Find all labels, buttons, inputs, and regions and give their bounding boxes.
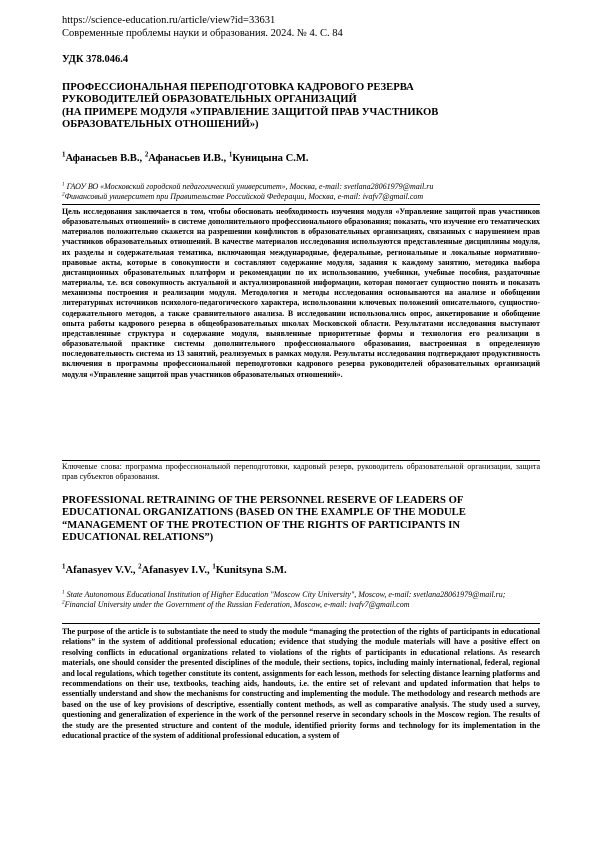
affiliation-sup: 2 (62, 599, 65, 606)
ru-title-line: (НА ПРИМЕРЕ МОДУЛЯ «УПРАВЛЕНИЕ ЗАЩИТОЙ ПРАВ УЧАСТНИКОВ (62, 106, 439, 118)
affiliation-text: Financial University under the Government of the Russian Federation, Moscow, e-mail: ivafv7@gmail.com (64, 600, 410, 609)
affiliation-sup: 1 (62, 181, 65, 188)
author-sup: 2 (144, 151, 149, 159)
en-title (62, 495, 540, 545)
affiliation-sup: 1 (62, 589, 65, 596)
ru-affiliations (62, 182, 540, 202)
author-name: Afanasyev I.V., (141, 565, 213, 576)
ru-title-line: РУКОВОДИТЕЛЕЙ ОБРАЗОВАТЕЛЬНЫХ ОРГАНИЗАЦИЙ (62, 94, 357, 106)
ru-authors (62, 153, 309, 164)
section-divider (62, 623, 540, 624)
ru-title (62, 82, 540, 132)
affiliation-sup: 2 (62, 191, 65, 198)
author-name: Куницына С.М. (232, 153, 309, 164)
author-name: Kunitsyna S.M. (215, 565, 287, 576)
author-sup: 1 (212, 563, 216, 571)
en-title-line: “MANAGEMENT OF THE PROTECTION OF THE RIGHTS OF PARTICIPANTS IN (62, 519, 461, 531)
ru-title-line: ОБРАЗОВАТЕЛЬНЫХ ОТНОШЕНИЙ») (62, 119, 259, 131)
article-url[interactable]: https://science-education.ru/article/view?id=33631 (62, 15, 276, 26)
affiliation (62, 590, 540, 600)
affiliation (62, 600, 540, 610)
journal-citation: Современные проблемы науки и образования. 2024. № 4. С. 84 (62, 28, 343, 39)
en-title-line: EDUCATIONAL ORGANIZATIONS (BASED ON THE EXAMPLE OF THE MODULE (62, 507, 466, 519)
author-sup: 2 (138, 563, 142, 571)
author-sup: 1 (62, 563, 66, 571)
section-divider (62, 204, 540, 205)
en-abstract: The purpose of the article is to substantiate the need to study the module “managing the protection of the rights of participants in educational relations” in the system of additional professional education; evidence that studying the module materials will have a positive effect on resolving conflicts in educational organizations related to violations of the rights of participants in educational relations. As research materials, one should consider the presented disciplines of the module, their sections, topics, including mainly international, federal, regional and local regulations, which together constitute its content, assignments for each lesson, methods for selecting distance learning platforms and recommendations on their use, textbooks, teaching aids, handouts, i.e. the entire set of relevant and updated information that helps to essentially understand and show the mechanisms for constructing and implementing the module. The methodology and research methods are based on the use of key provisions of descriptive, essentially content methods, as well as comparative analysis. The study used a survey, questioning and generalization of experience in the work of the personnel reserve in secondary schools in the Moscow region. The results of the study are the presented structure and content of the module, identified priority forms and technology for its implementation in the educational practice of the system of additional professional education, a system of (62, 627, 540, 741)
affiliation-text: State Autonomous Educational Institution of Higher Education "Moscow City University", Moscow, e-mail: svetlana28061979@mail.ru; (66, 590, 506, 599)
ru-keywords: Ключевые слова: программа профессиональной переподготовки, кадровый резерв, руководитель образовательной организации, защита прав субъектов образования. (62, 462, 540, 482)
en-title-line: EDUCATIONAL RELATIONS”) (62, 532, 214, 544)
affiliation (62, 192, 540, 202)
author-sup: 1 (228, 151, 233, 159)
en-authors (62, 565, 287, 576)
affiliation (62, 182, 540, 192)
affiliation-text: Финансовый университет при Правительстве Российской Федерации, Москва, e-mail: ivafv7@gmail.com (64, 192, 424, 201)
en-affiliations (62, 590, 540, 610)
udk-code: УДК 378.046.4 (62, 54, 129, 65)
author-name: Афанасьев И.В., (148, 153, 229, 164)
affiliation-text: ГАОУ ВО «Московский городской педагогический университет», Москва, e-mail: svetlana28061979@mail.ru (66, 182, 434, 191)
ru-title-line: ПРОФЕССИОНАЛЬНАЯ ПЕРЕПОДГОТОВКА КАДРОВОГО РЕЗЕРВА (62, 82, 414, 93)
author-sup: 1 (62, 151, 66, 159)
section-divider (62, 460, 540, 461)
ru-abstract: Цель исследования заключается в том, чтобы обосновать необходимость изучения модуля «Управление защитой прав участников образовательных отношений» в системе дополнительного профессионального образования; показать, что изучение его тематических материалов положительно скажется на разрешении конфликтов в образовательных организациях, связанных с нарушением прав участников образовательных отношений. В качестве материалов исследования используются представленные дисциплины модуля, их разделы и содержательная тематика, включающая международные, федеральные, региональные и локальные нормативно-правовые акты, которые в совокупности и составляют содержание модуля, задания к каждому занятию, методика выбора дистанционных образовательных платформ и рекомендации по их использованию, учебники, учебные пособия, раздаточные материалы, т.е. вся совокупность актуальной и актуализированной информации, которая помогает сущностно понять и показать механизмы построения и реализации модуля. Методология и методы исследования основываются на анализе и обобщении литературных источников психолого-педагогического характера, использовании ключевых положений описательного, сущностно-содержательного методов, а также сравнительного анализа. В исследовании использовались опрос, анкетирование и обобщение опыта работы кадрового резерва в общеобразовательных школах Московской области. Результатами исследования выступают представленные структура и содержание модуля, выявленные приоритетные формы и технология его реализации в образовательной практике системы дополнительного профессионального образования, выстроенная в определенную последовательность система из 13 занятий, реализуемых в рамках модуля. Результаты исследования подтверждают продуктивность включения в программы профессиональной переподготовки кадрового резерва руководителей образовательных организаций модуля «Управление защитой прав участников образовательных отношений». (62, 207, 540, 379)
author-name: Афанасьев В.В., (65, 153, 145, 164)
en-title-line: PROFESSIONAL RETRAINING OF THE PERSONNEL RESERVE OF LEADERS OF (62, 495, 464, 506)
author-name: Afanasyev V.V., (65, 565, 139, 576)
